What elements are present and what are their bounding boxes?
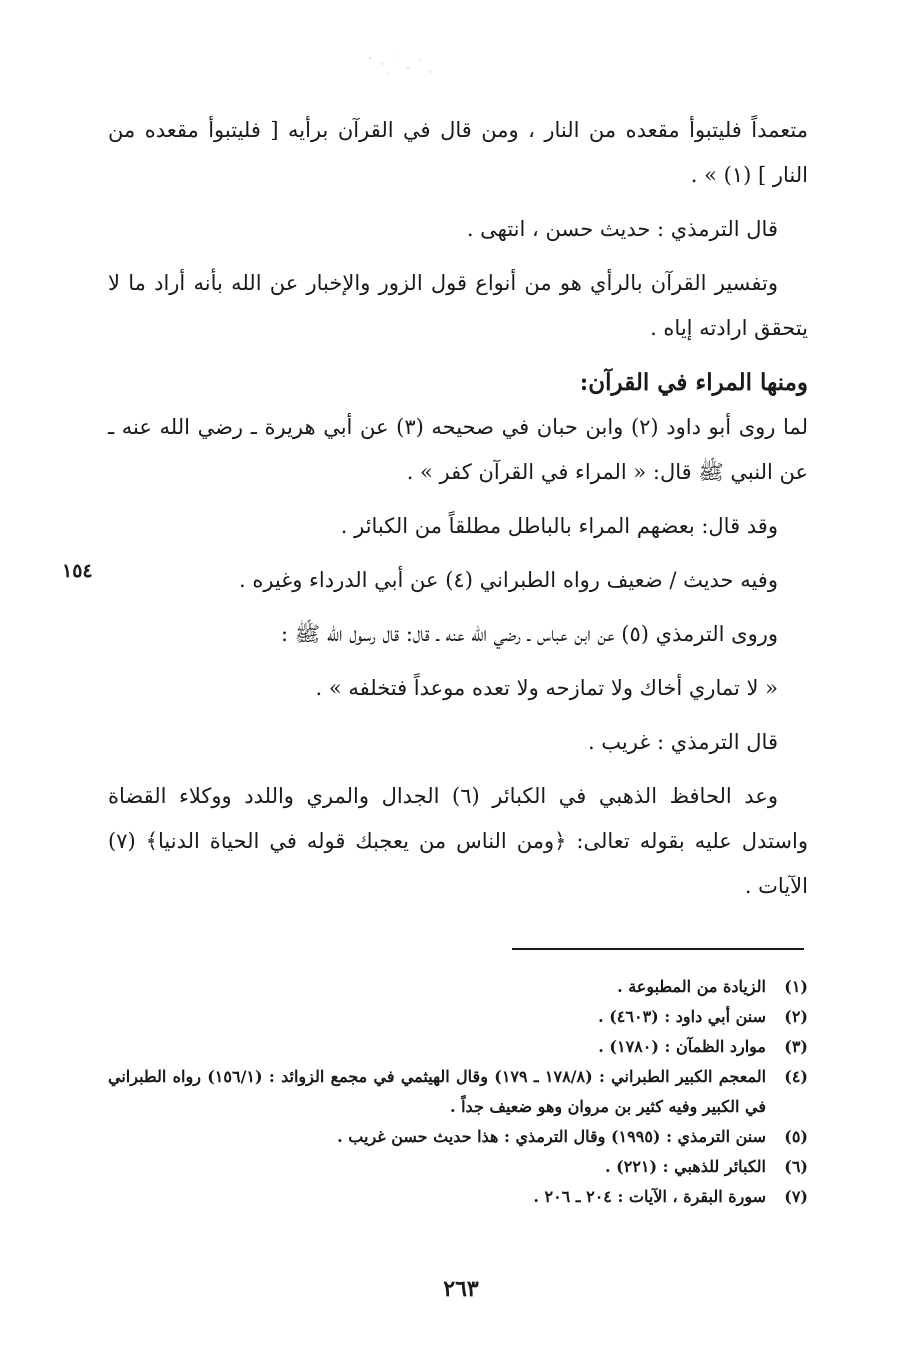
manuscript-folio-number: ١٥٤: [62, 560, 93, 582]
footnote: [108, 1002, 808, 1032]
footnote-text: الكبائر للذهبي : (٢٢١) .: [605, 1157, 766, 1176]
hadith-quote: « لا تماري أخاك ولا تمازحه ولا تعده موعداً فتخلفه » .: [315, 676, 778, 700]
footnote: [108, 1182, 808, 1212]
paragraph: وروى الترمذي (٥) عن ابن عباس ـ رضي الله عنه ـ قال: قال رسول الله ﷺ :: [281, 622, 778, 646]
footnote-text: الزيادة من المطبوعة .: [617, 977, 766, 996]
footnote-number: (١): [784, 977, 808, 996]
footnote-number: (٣): [784, 1037, 808, 1056]
paragraph: وقد قال: بعضهم المراء بالباطل مطلقاً من الكبائر .: [340, 514, 778, 538]
scan-specks: [360, 50, 440, 80]
footnote-text: موارد الظمآن : (١٧٨٠) .: [598, 1037, 766, 1056]
paragraph: وعد الحافظ الذهبي في الكبائر (٦) الجدال والمري واللدد ووكلاء القضاة واستدل عليه بقوله تعالى: ﴿ومن الناس من يعجبك قوله في الحياة الدنيا﴾ (٧) الآيات .: [108, 784, 808, 898]
footnote: [108, 972, 808, 1002]
footnote: [108, 1152, 808, 1182]
footnote-text: سنن أبي داود : (٤٦٠٣) .: [598, 1007, 766, 1026]
footnote-number: (٦): [784, 1157, 808, 1176]
footnote-number: (٧): [784, 1187, 808, 1206]
footnote-number: (٢): [784, 1007, 808, 1026]
footnote: [108, 1062, 808, 1122]
main-text: [108, 108, 808, 918]
footnote: [108, 1122, 808, 1152]
footnote-text: المعجم الكبير الطبراني : (١٧٨/٨ ـ ١٧٩) وقال الهيثمي في مجمع الزوائد : (١٥٦/١) رواه الطبراني في الكبير وفيه كثير بن مروان وهو ضعيف جداً .: [108, 1067, 767, 1116]
footnote: [108, 1032, 808, 1062]
section-heading: ومنها المراء في القرآن:: [579, 369, 808, 396]
footnote-text: سورة البقرة ، الآيات : ٢٠٤ ـ ٢٠٦ .: [533, 1187, 766, 1206]
paragraph: متعمداً فليتبوأ مقعده من النار ، ومن قال في القرآن برأيه [ فليتبوأ مقعده من النار ] (١) » .: [108, 118, 808, 187]
footnote-number: (٤): [784, 1067, 808, 1086]
paragraph: لما روى أبو داود (٢) وابن حبان في صحيحه (٣) عن أبي هريرة ـ رضي الله عنه ـ عن النبي ﷺ قال: « المراء في القرآن كفر » .: [108, 415, 808, 484]
footnote-number: (٥): [784, 1127, 808, 1146]
paragraph: وفيه حديث / ضعيف رواه الطبراني (٤) عن أبي الدرداء وغيره .: [238, 568, 778, 592]
paragraph: وتفسير القرآن بالرأي هو من أنواع قول الزور والإخبار عن الله بأنه أراد ما لا يتحقق ارادته إياه .: [108, 271, 808, 340]
paragraph: قال الترمذي : غريب .: [587, 730, 778, 754]
paragraph: قال الترمذي : حديث حسن ، انتهى .: [466, 217, 778, 241]
footnote-separator: [512, 948, 804, 950]
page-number: ٢٦٣: [443, 1276, 479, 1302]
footnotes: [108, 972, 808, 1212]
footnote-text: سنن الترمذي : (١٩٩٥) وقال الترمذي : هذا حديث حسن غريب .: [337, 1127, 766, 1146]
